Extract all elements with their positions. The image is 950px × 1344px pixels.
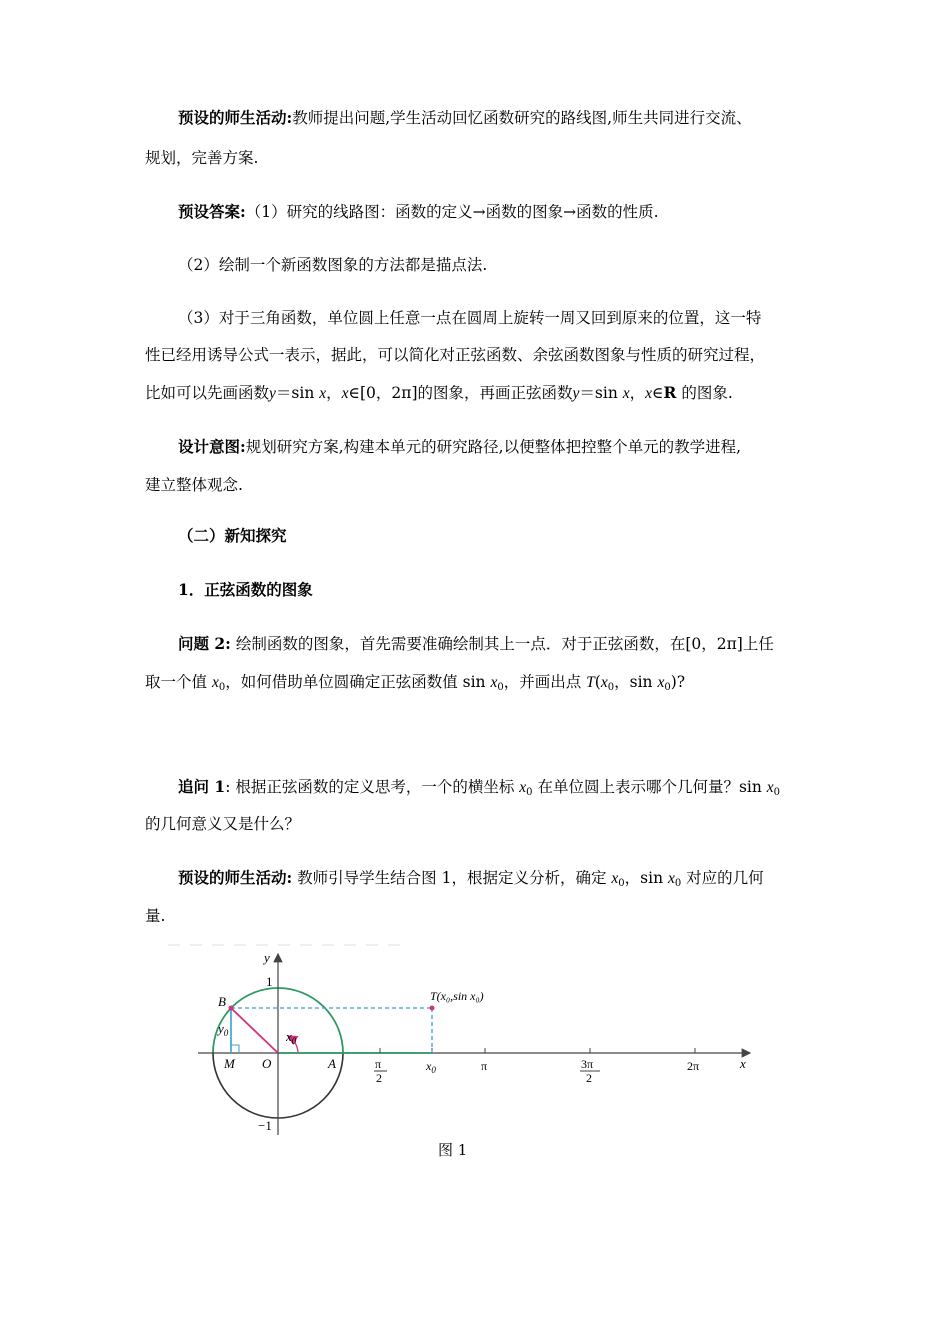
q2-label: 问题 2: <box>178 634 231 653</box>
p2-text1: （1）研究的线路图：函数的定义→函数的图象→函数的性质. <box>245 203 659 221</box>
subscript-0: 0 <box>773 787 781 798</box>
q2-l2b: ，如何借助单位圆确定正弦函数值 sin <box>225 673 491 691</box>
p4-l3d: ∈[0，2π]的图象，再画正弦函数 <box>348 384 573 402</box>
p5-label: 设计意图: <box>178 437 246 456</box>
p6-l1b: ，sin <box>624 869 668 887</box>
f1-l1b: 在单位圆上表示哪个几何量？sin <box>532 778 767 796</box>
label-A: A <box>328 1056 336 1071</box>
var-x: x <box>490 674 498 691</box>
label-M: M <box>224 1056 235 1071</box>
f1-l1a: : 根据正弦函数的定义思考，一个的横坐标 <box>225 778 520 796</box>
var-x: x <box>519 779 527 796</box>
subscript-0: 0 <box>526 787 533 798</box>
subscript-0: 0 <box>674 878 682 889</box>
y-axis-label: y <box>264 950 270 965</box>
p1-line1 <box>178 108 752 128</box>
tick-label-2pi: 2π <box>687 1059 700 1073</box>
p5-line2 <box>145 475 243 495</box>
p4-l3a: 比如可以先画函数 <box>145 384 270 402</box>
label-B: B <box>218 994 226 1009</box>
f1-label: 追问 1 <box>178 777 226 796</box>
var-x: x <box>766 779 774 796</box>
tick-label-3pi-half-den: 2 <box>586 1071 592 1085</box>
tick-label-pi: π <box>481 1059 488 1073</box>
label-T: T(x₀,sin x₀) <box>430 989 484 1003</box>
set-R: R <box>663 383 677 402</box>
figure-sine-unit-circle <box>160 940 770 1140</box>
q2-l2c: ，并画出点 <box>503 673 587 691</box>
subscript-0: 0 <box>618 878 625 889</box>
p5-text2: 建立整体观念. <box>145 476 243 494</box>
var-x: x <box>611 870 619 887</box>
label-one: 1 <box>266 974 273 989</box>
point-B <box>229 1006 234 1011</box>
var-x: x <box>319 385 327 402</box>
p6-l1a: 教师引导学生结合图 1，根据定义分析，确定 <box>292 869 612 887</box>
p6-line2 <box>145 906 165 926</box>
p1-label: 预设的师生活动: <box>178 108 293 127</box>
p4-l3e: ＝sin <box>579 384 623 402</box>
tick-label-pi-half-den: 2 <box>376 1071 382 1085</box>
p4-text1: （3）对于三角函数，单位圆上任意一点在圆周上旋转一周又回到原来的位置，这一特 <box>178 309 762 327</box>
var-x: x <box>622 385 630 402</box>
label-x0-angle: $x_0$ <box>286 1029 297 1046</box>
figure-caption: 图 1 <box>438 1141 468 1159</box>
p2-line1 <box>178 202 659 222</box>
var-x: x <box>667 870 675 887</box>
var-x: x <box>600 674 608 691</box>
subscript-0: 0 <box>607 682 615 693</box>
p5-text1: 规划研究方案,构建本单元的研究路径,以便整体把控整个单元的教学进程, <box>245 438 742 456</box>
f1-line1 <box>178 777 780 803</box>
subsection-heading <box>178 580 313 600</box>
point-T <box>430 1006 435 1011</box>
p3-text1: （2）绘制一个新函数图象的方法都是描点法. <box>178 256 488 274</box>
p1-text2: 规划，完善方案. <box>145 149 259 167</box>
subsection-heading-text: 1．正弦函数的图象 <box>178 580 313 599</box>
point-T: T <box>586 674 595 691</box>
tick-label-x0: $x_0$ <box>426 1059 436 1075</box>
q2-l2d: ( <box>594 673 601 691</box>
f1-line2 <box>145 814 300 834</box>
label-O: O <box>262 1056 272 1071</box>
label-y0: $y_0$ <box>218 1021 229 1038</box>
p1-line2 <box>145 148 258 168</box>
subscript-0: 0 <box>664 682 671 693</box>
section-heading-text: （二）新知探究 <box>178 526 287 545</box>
p2-label: 预设答案: <box>178 202 246 221</box>
subscript-0: 0 <box>497 682 504 693</box>
var-x: x <box>645 385 653 402</box>
q2-l2a: 取一个值 <box>145 673 212 691</box>
p4-l3b: ＝sin <box>275 384 320 402</box>
var-y: y <box>269 385 276 402</box>
q2-text1: 绘制函数的图象，首先需要准确绘制其上一点．对于正弦函数，在[0，2π]上任 <box>230 635 774 653</box>
p4-line2 <box>145 345 765 365</box>
q2-l2f: )? <box>670 673 686 691</box>
p1-text1: 教师提出问题,学生活动回忆函数研究的路线图,师生共同进行交流、 <box>292 109 752 127</box>
var-x: x <box>657 674 665 691</box>
p4-line3 <box>145 383 733 404</box>
var-y: y <box>572 385 580 402</box>
p6-label: 预设的师生活动: <box>178 868 293 887</box>
right-angle-mark <box>231 1045 239 1053</box>
section-heading <box>178 526 287 546</box>
p3-line1 <box>178 255 487 275</box>
label-minus-one: −1 <box>258 1118 272 1133</box>
p4-l3h: 的图象. <box>676 384 733 402</box>
f1-text2: 的几何意义又是什么？ <box>145 815 301 833</box>
p4-l3f: ， <box>629 384 646 402</box>
tick-label-3pi-half-num: 3π <box>581 1057 594 1071</box>
p4-l3c: ， <box>326 384 342 402</box>
p4-line1 <box>178 308 761 328</box>
p6-line1 <box>178 868 764 894</box>
q2-line2 <box>145 672 685 698</box>
radius-OB <box>231 1008 278 1053</box>
q2-l2e: ，sin <box>614 673 658 691</box>
var-x: x <box>211 674 219 691</box>
subscript-0: 0 <box>218 682 226 693</box>
tick-label-pi-half-num: π <box>375 1057 382 1071</box>
p6-l1c: 对应的几何 <box>681 869 764 887</box>
q2-line1 <box>178 634 774 654</box>
p6-text2: 量. <box>145 907 166 925</box>
var-x: x <box>341 385 349 402</box>
p4-text2: 性已经用诱导公式一表示，据此，可以简化对正弦函数、余弦函数图象与性质的研究过程， <box>145 346 766 364</box>
p4-l3g: ∈ <box>652 384 664 402</box>
x-axis-label: x <box>740 1056 746 1071</box>
p5-line1 <box>178 437 741 457</box>
